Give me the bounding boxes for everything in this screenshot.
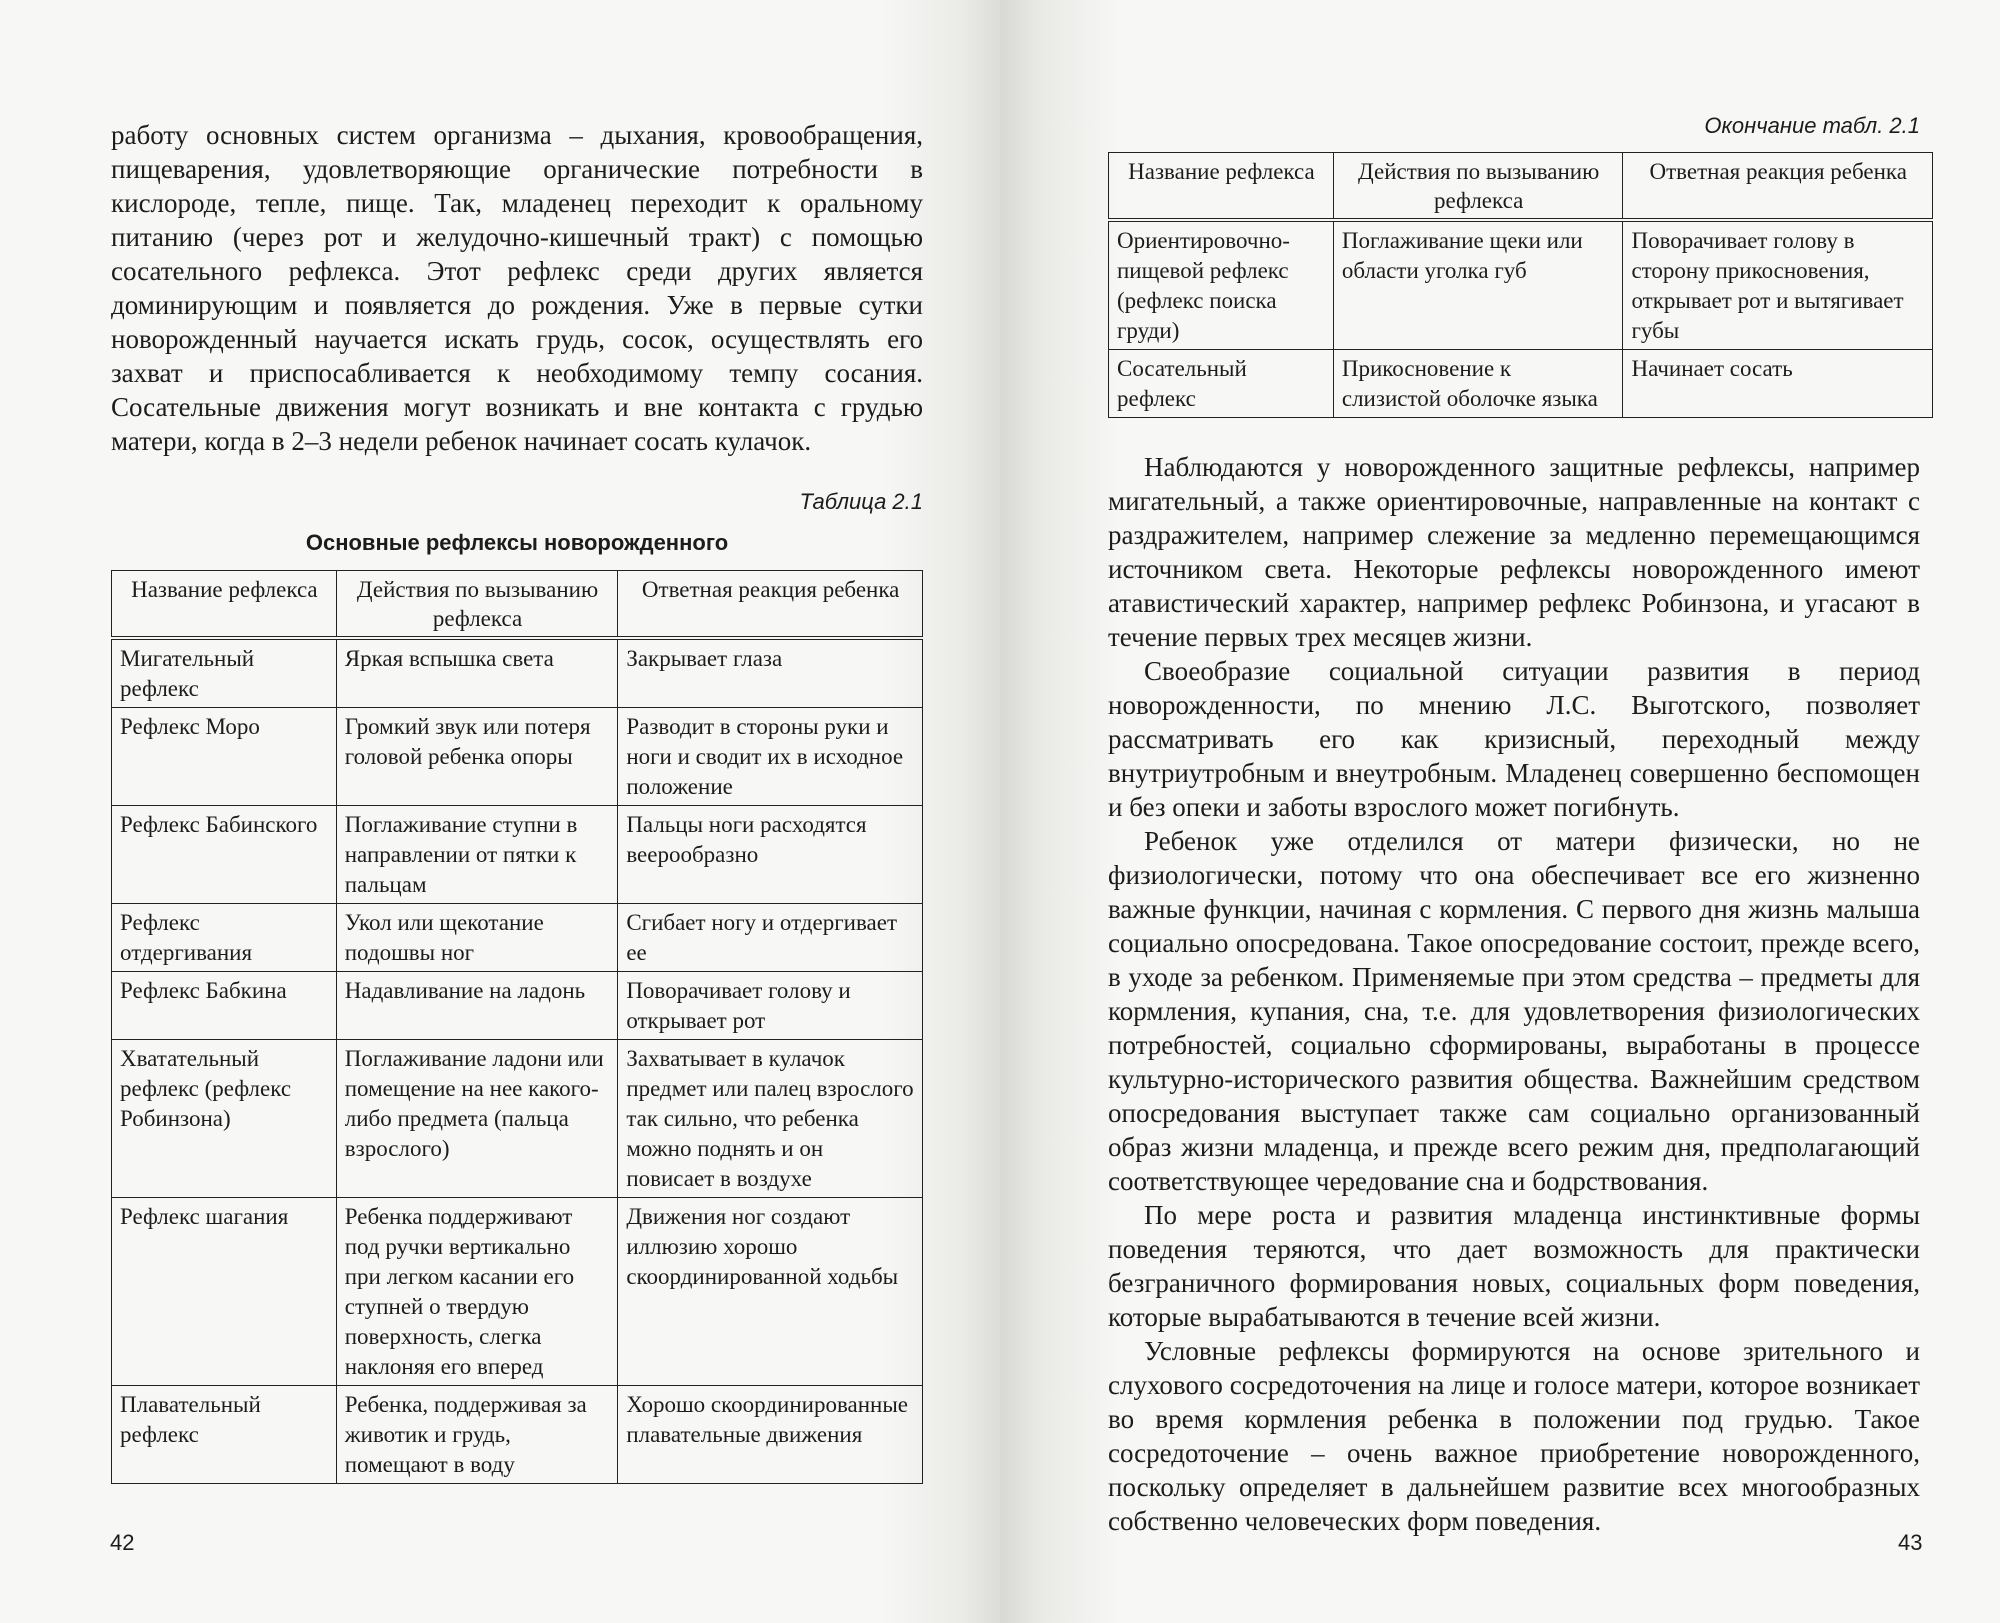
left-paragraph: работу основных систем организма – дыхания, кровообращения, пищеварения, удовлетворяющие органические потребности в кислороде, тепле, пище. Так, младенец переходит к оральному питанию (через рот и желудочно-кишечный тракт) с помощью сосательного рефлекса. Этот рефлекс среди других является доминирующим и появляется до рождения. Уже в первые сутки новорожденный научается искать грудь, сосок, осуществлять его захват и приспосабливается к необходимому темпу сосания. Сосательные движения могут возникать и вне контакта с грудью матери, когда в 2–3 недели ребенок начинает сосать кулачок. bbox=[111, 120, 923, 456]
reflex-name-cell: Рефлекс Моро bbox=[112, 708, 337, 806]
page-number-right: 43 bbox=[1898, 1530, 1923, 1555]
action-cell: Надавливание на ладонь bbox=[336, 972, 618, 1040]
left-text-column bbox=[111, 118, 923, 458]
header-cell: Действия по вызыванию рефлекса bbox=[1333, 153, 1623, 221]
header-cell: Действия по вызыванию рефлекса bbox=[336, 571, 618, 639]
right-page bbox=[1000, 0, 2000, 1623]
table-row bbox=[112, 904, 923, 972]
header-cell: Название рефлекса bbox=[1109, 153, 1334, 221]
table-row bbox=[112, 1198, 923, 1386]
right-paragraph: Своеобразие социальной ситуации развития в период новорожденности, по мнению Л.С. Выготского, позволяет рассматривать его как кризисный, переходный между внутриутробным и внеутробным. Младенец совершенно беспомощен и без опеки и заботы взрослого может погибнуть. bbox=[1108, 656, 1920, 822]
table-row bbox=[112, 806, 923, 904]
table-title: Основные рефлексы новорожденного bbox=[305, 530, 729, 555]
reflex-name-cell: Хватательный рефлекс (рефлекс Робинзона) bbox=[112, 1040, 337, 1198]
action-cell: Поглаживание щеки или области уголка губ bbox=[1333, 220, 1623, 350]
header-cell: Название рефлекса bbox=[112, 571, 337, 639]
response-cell: Захватывает в кулачок предмет или палец взрослого так сильно, что ребенка можно поднять и он повисает в воздухе bbox=[618, 1040, 923, 1198]
action-cell: Поглаживание ладони или помещение на нее какого-либо предмета (пальца взрослого) bbox=[336, 1040, 618, 1198]
right-paragraph: Условные рефлексы формируются на основе зрительного и слухового сосредоточения на лице и голосе матери, которое возникает во время кормления ребенка в положении под грудью. Такое сосредоточение – очень важное приобретение новорожденного, поскольку определяет в дальнейшем развитие всех многообразных собственно человеческих форм поведения. bbox=[1108, 1336, 1920, 1536]
table-row bbox=[112, 1040, 923, 1198]
reflex-table-container bbox=[111, 570, 923, 1484]
action-cell: Громкий звук или потеря головой ребенка опоры bbox=[336, 708, 618, 806]
table-continuation-caption: Окончание табл. 2.1 bbox=[1704, 113, 1920, 138]
table-number: Таблица 2.1 bbox=[799, 489, 923, 514]
header-cell: Ответная реакция ребенка bbox=[618, 571, 923, 639]
action-cell: Яркая вспышка света bbox=[336, 638, 618, 708]
reflex-name-cell: Ориентировочно-пищевой рефлекс (рефлекс поиска груди) bbox=[1109, 220, 1334, 350]
right-paragraph: Наблюдаются у новорожденного защитные рефлексы, например мигательный, а также ориентировочные, направленные на контакт с раздражителем, например слежение за медленно перемещающимся источником света. Некоторые рефлексы новорожденного имеют атавистический характер, например рефлекс Робинзона, и угасают в течение первых трех месяцев жизни. bbox=[1108, 452, 1920, 652]
table-header-row bbox=[112, 571, 923, 639]
table-row bbox=[112, 1386, 923, 1484]
response-cell: Пальцы ноги расходятся веерообразно bbox=[618, 806, 923, 904]
reflex-name-cell: Мигательный рефлекс bbox=[112, 638, 337, 708]
response-cell: Разводит в стороны руки и ноги и сводит их в исходное положение bbox=[618, 708, 923, 806]
reflex-name-cell: Рефлекс шагания bbox=[112, 1198, 337, 1386]
response-cell: Начинает сосать bbox=[1623, 350, 1933, 418]
reflex-table-continued-container bbox=[1108, 152, 1933, 418]
reflex-name-cell: Рефлекс Бабкина bbox=[112, 972, 337, 1040]
action-cell: Прикосновение к слизистой оболочке языка bbox=[1333, 350, 1623, 418]
response-cell: Хорошо скоординированные плавательные движения bbox=[618, 1386, 923, 1484]
response-cell: Закрывает глаза bbox=[618, 638, 923, 708]
table-row bbox=[112, 708, 923, 806]
action-cell: Поглаживание ступни в направлении от пятки к пальцам bbox=[336, 806, 618, 904]
reflex-table-continued bbox=[1108, 152, 1933, 418]
response-cell: Сгибает ногу и отдергивает ее bbox=[618, 904, 923, 972]
reflex-name-cell: Рефлекс Бабинского bbox=[112, 806, 337, 904]
page-number-left: 42 bbox=[110, 1530, 135, 1555]
table-header-row bbox=[1109, 153, 1933, 221]
right-text-column bbox=[1108, 450, 1920, 1538]
action-cell: Ребенка, поддерживая за животик и грудь, помещают в воду bbox=[336, 1386, 618, 1484]
response-cell: Поворачивает голову в сторону прикосновения, открывает рот и вытягивает губы bbox=[1623, 220, 1933, 350]
reflex-table bbox=[111, 570, 923, 1484]
table-row bbox=[112, 638, 923, 708]
table-row bbox=[1109, 220, 1933, 350]
table-row bbox=[112, 972, 923, 1040]
right-paragraph: По мере роста и развития младенца инстинктивные формы поведения теряются, что дает возможность для практически безграничного формирования новых, социальных форм поведения, которые вырабатываются в течение всей жизни. bbox=[1108, 1200, 1920, 1332]
header-cell: Ответная реакция ребенка bbox=[1623, 153, 1933, 221]
reflex-name-cell: Сосательный рефлекс bbox=[1109, 350, 1334, 418]
table-header-block bbox=[111, 489, 923, 556]
table-continuation-caption-block bbox=[1108, 113, 1920, 139]
action-cell: Укол или щекотание подошвы ног bbox=[336, 904, 618, 972]
response-cell: Движения ног создают иллюзию хорошо скоординированной ходьбы bbox=[618, 1198, 923, 1386]
response-cell: Поворачивает голову и открывает рот bbox=[618, 972, 923, 1040]
action-cell: Ребенка поддерживают под ручки вертикально при легком касании его ступней о твердую поверхность, слегка наклоняя его вперед bbox=[336, 1198, 618, 1386]
table-row bbox=[1109, 350, 1933, 418]
right-paragraph: Ребенок уже отделился от матери физически, но не физиологически, потому что она обеспечивает все его жизненно важные функции, начиная с кормления. С первого дня жизнь малыша социально опосредована. Такое опосредование состоит, прежде всего, в уходе за ребенком. Применяемые при этом средства – предметы для кормления, купания, сна, т.е. для удовлетворения физиологических потребностей, социально сформированы, выработаны в процессе культурно-исторического развития общества. Важнейшим средством опосредования выступает также сам социально организованный образ жизни младенца, и прежде всего режим дня, предполагающий соответствующее чередование сна и бодрствования. bbox=[1108, 826, 1920, 1196]
reflex-name-cell: Рефлекс отдергивания bbox=[112, 904, 337, 972]
reflex-name-cell: Плавательный рефлекс bbox=[112, 1386, 337, 1484]
